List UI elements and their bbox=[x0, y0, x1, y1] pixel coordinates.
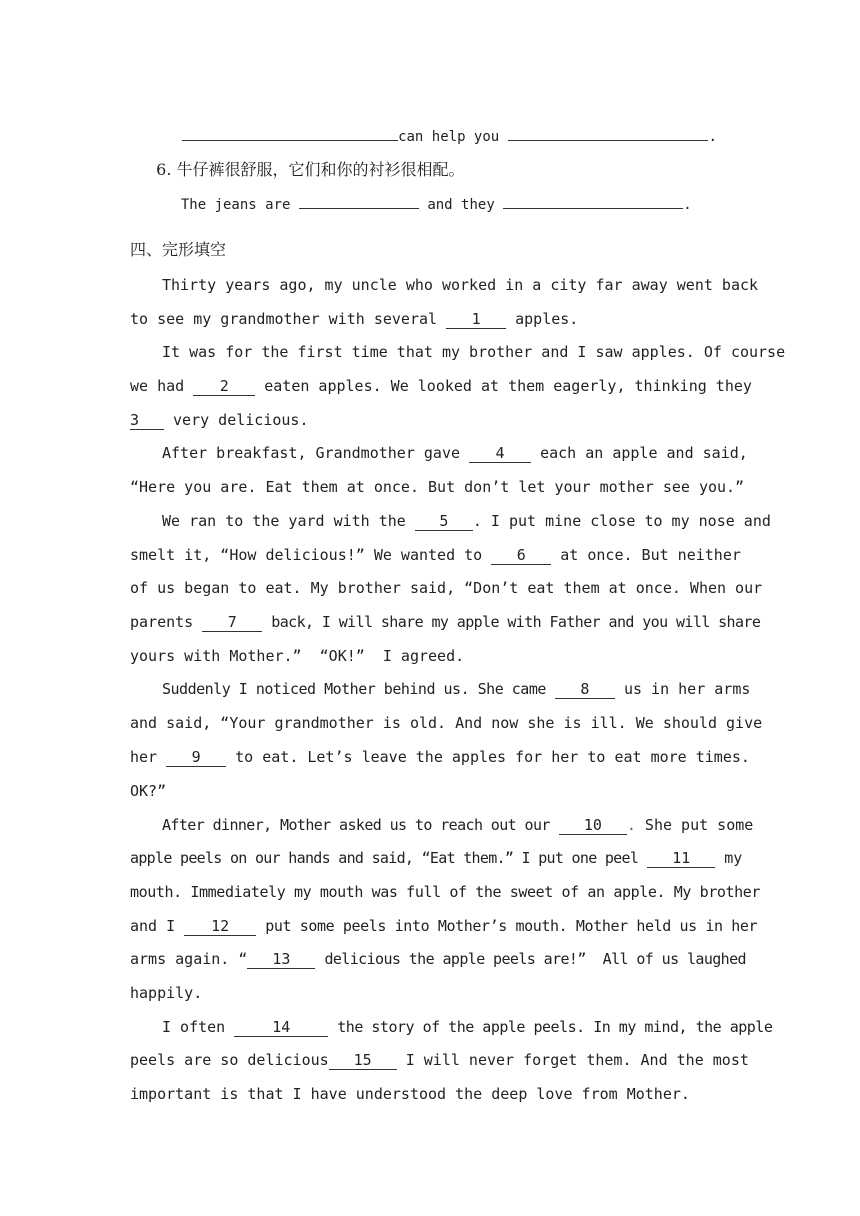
passage-text: and said, “Your grandmother is old. And now she is ill. We should give bbox=[130, 714, 763, 732]
q5-blank-2[interactable] bbox=[508, 126, 708, 141]
passage-text: We ran to the yard with the bbox=[162, 512, 406, 530]
passage-line-3 bbox=[162, 342, 785, 362]
passage-line-11 bbox=[130, 612, 760, 632]
passage-line-13 bbox=[162, 679, 750, 699]
blank-14[interactable]: 14 bbox=[234, 1019, 328, 1037]
passage-line-14 bbox=[130, 713, 762, 733]
passage-line-20 bbox=[130, 916, 757, 936]
passage-text: OK?” bbox=[130, 782, 167, 800]
passage-line-25 bbox=[130, 1084, 690, 1104]
passage-line-19 bbox=[130, 882, 760, 902]
passage-text: Thirty years ago, my uncle who worked in a city far away went back bbox=[162, 276, 759, 294]
q5-blank-1[interactable] bbox=[182, 126, 398, 141]
passage-text: us in her arms bbox=[623, 680, 751, 698]
passage-text: at once. But neither bbox=[560, 546, 741, 564]
passage-text: apple peels on our hands and said, “Eat them.” I put one peel bbox=[130, 849, 639, 867]
blank-11[interactable]: 11 bbox=[647, 850, 715, 868]
passage-line-10 bbox=[130, 578, 762, 598]
passage-text: arms again. “ bbox=[130, 950, 248, 968]
passage-text: back, I will share my apple with Father and you will share bbox=[271, 613, 761, 631]
passage-text: parents bbox=[130, 613, 194, 631]
passage-text: After dinner, Mother asked us to reach out our bbox=[162, 816, 550, 834]
blank-10[interactable]: 10 bbox=[559, 817, 627, 835]
passage-line-17 bbox=[162, 815, 753, 835]
passage-text: happily. bbox=[130, 984, 203, 1002]
passage-text: her bbox=[130, 748, 158, 766]
passage-text: we had bbox=[130, 377, 185, 395]
passage-line-4 bbox=[130, 376, 752, 396]
blank-7[interactable]: 7 bbox=[202, 614, 262, 632]
passage-text: smelt it, “How delicious!” We wanted to bbox=[130, 546, 483, 564]
q6-part1: The jeans are bbox=[180, 197, 291, 213]
blank-4[interactable]: 4 bbox=[469, 445, 531, 463]
passage-text: and I bbox=[130, 917, 176, 935]
passage-text: my bbox=[724, 849, 743, 867]
passage-line-6 bbox=[162, 443, 748, 463]
blank-13[interactable]: 13 bbox=[247, 951, 315, 969]
blank-12[interactable]: 12 bbox=[184, 918, 256, 936]
passage-text: After breakfast, Grandmother gave bbox=[162, 444, 461, 462]
passage-line-23 bbox=[162, 1017, 772, 1037]
passage-text: apples. bbox=[515, 310, 579, 328]
passage-text: the story of the apple peels. In my mind, the apple bbox=[337, 1018, 773, 1036]
passage-line-24 bbox=[130, 1050, 749, 1070]
passage-line-9 bbox=[130, 545, 741, 565]
passage-text: delicious the apple peels are!” All of us laughed bbox=[324, 950, 746, 968]
passage-text: important is that I have understood the deep love from Mother. bbox=[130, 1085, 690, 1103]
q6-chinese: 牛仔裤很舒服，它们和你的衬衫很相配。 bbox=[176, 160, 465, 179]
passage-text: I often bbox=[162, 1018, 226, 1036]
q6-blank-1[interactable] bbox=[299, 194, 419, 209]
passage-line-5 bbox=[130, 410, 309, 430]
q5-end: . bbox=[708, 127, 718, 145]
passage-text: to see my grandmother with several bbox=[130, 310, 438, 328]
blank-15[interactable]: 15 bbox=[329, 1052, 397, 1070]
passage-text: of us began to eat. My brother said, “Don’t eat them at once. When our bbox=[130, 579, 763, 597]
q6-blank-2[interactable] bbox=[503, 194, 683, 209]
q6-number: 6. bbox=[156, 160, 172, 179]
blank-9[interactable]: 9 bbox=[166, 749, 226, 767]
passage-line-16 bbox=[130, 781, 166, 801]
q6-english-line bbox=[164, 174, 692, 215]
blank-8[interactable]: 8 bbox=[555, 681, 615, 699]
passage-text: peels are so delicious bbox=[130, 1051, 329, 1069]
passage-line-22 bbox=[130, 983, 202, 1003]
q5-mid-text: can help you bbox=[398, 129, 500, 145]
blank-2[interactable]: 2 bbox=[193, 378, 255, 396]
passage-line-12 bbox=[130, 646, 464, 666]
passage-line-7 bbox=[130, 477, 744, 497]
passage-line-1 bbox=[162, 275, 758, 295]
passage-text: very delicious. bbox=[173, 411, 309, 429]
passage-text: put some peels into Mother’s mouth. Mother held us in her bbox=[265, 917, 758, 935]
passage-text: She put some bbox=[644, 816, 754, 834]
blank-5[interactable]: 5 bbox=[415, 513, 473, 531]
passage-text: . I put mine close to my nose and bbox=[472, 512, 771, 530]
passage-text: eaten apples. We looked at them eagerly, thinking they bbox=[264, 377, 752, 395]
passage-text: each an apple and said, bbox=[540, 444, 748, 462]
passage-text: to eat. Let’s leave the apples for her to eat more times. bbox=[235, 748, 750, 766]
blank-1[interactable]: 1 bbox=[446, 311, 506, 329]
red-period: . bbox=[626, 816, 636, 834]
passage-text: yours with Mother.” “OK!” I agreed. bbox=[130, 647, 465, 665]
passage-line-2 bbox=[130, 309, 578, 329]
q6-part2: and they bbox=[427, 197, 495, 213]
section-heading: 四、完形填空 bbox=[130, 240, 227, 259]
passage-text: mouth. Immediately my mouth was full of the sweet of an apple. My brother bbox=[130, 883, 761, 901]
passage-text: I will never forget them. And the most bbox=[405, 1051, 749, 1069]
blank-6[interactable]: 6 bbox=[491, 547, 551, 565]
passage-text: It was for the first time that my brother and I saw apples. Of course bbox=[162, 343, 786, 361]
passage-line-21 bbox=[130, 949, 746, 969]
passage-line-8 bbox=[162, 511, 771, 531]
q6-end: . bbox=[683, 197, 692, 213]
blank-3[interactable]: 3 bbox=[130, 412, 164, 430]
passage-line-15 bbox=[130, 747, 750, 767]
passage-text: Suddenly I noticed Mother behind us. She came bbox=[162, 680, 546, 698]
passage-line-18 bbox=[130, 848, 742, 868]
passage-text: “Here you are. Eat them at once. But don’t let your mother see you.” bbox=[130, 478, 745, 496]
